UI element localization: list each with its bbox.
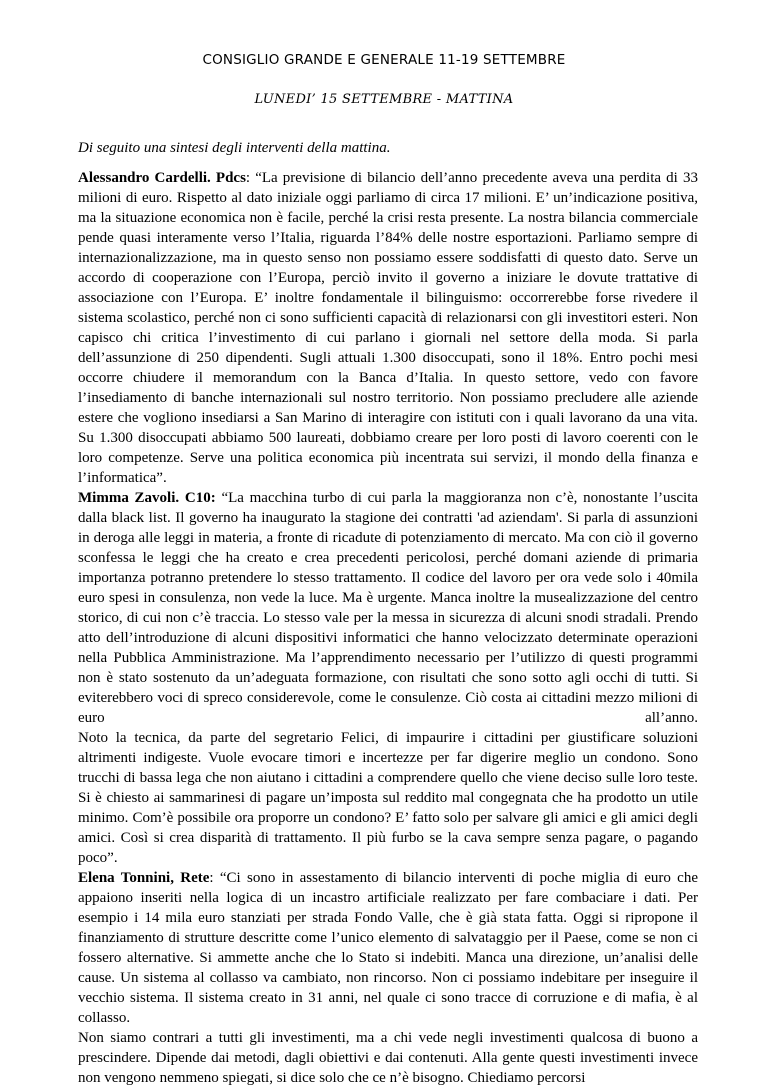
speech-text: “La macchina turbo di cui parla la maggioranza non c’è, nonostante l’uscita dalla black list. Il governo ha inaugurato la stagione dei contratti 'ad aziendam'. Si parla di assunzioni in deroga alle leggi in materia, a fronte di ricadute di potenziamento di mercato. Ma con ciò il governo sconfessa le leggi che ha creato e crea precedenti pericolosi, perché domani aziende di primaria importanza potranno pretendere lo stesso trattamento. Il codice del lavoro per ora vede solo i 40mila euro spesi in consulenza, non vede la luce. Ma è urgente. Manca inoltre la musealizzazione del centro storico, di cui non c’è traccia. Lo stesso vale per la messa in sicurezza di alcuni snodi stradali. Prendo atto dell’introduzione di alcuni dispositivi informatici che hanno velocizzato determinate operazioni nella Pubblica Amministrazione. Ma l’apprendimento necessario per l’utilizzo di questi programmi non è stato sostenuto da un’adeguata formazione, con risultati che sono sotto agli occhi di tutti. Si eviterebbero voci di spreco considerevole, come le consulenze. Ciò costa ai cittadini mezzo milioni di euro all’anno. [78,490,699,726]
speech-text: Non siamo contrari a tutti gli investimenti, ma a chi vede negli investimenti qualcosa di buono a prescindere. Dipende dai metodi, dagli obiettivi e dai contenuti. Alla gente questi investimenti invece non vengono nemmeno spiegati, si dice solo che ce n’è bisogno. Chiediamo percorsi [78,1030,698,1086]
speaker-name: Mimma Zavoli. C10: [78,490,216,506]
intro-text: Di seguito una sintesi degli interventi della mattina. [78,140,391,156]
speeches-body [78,168,698,1088]
speaker-name: Elena Tonnini, Rete [78,870,210,886]
document-title: CONSIGLIO GRANDE E GENERALE 11-19 SETTEMBRE [202,52,566,68]
speech-paragraph [78,728,698,868]
speech-paragraph [78,1028,698,1088]
speaker-name: Alessandro Cardelli. Pdcs [78,170,246,186]
speaker-separator: : [209,870,220,886]
speech-text: “La previsione di bilancio dell’anno precedente aveva una perdita di 33 milioni di euro. Rispetto al dato iniziale oggi parliamo di circa 17 milioni. E’ un’indicazione positiva, ma la situazione economica non è facile, perché la crisi resta presente. La nostra bilancia commerciale pende quasi interamente verso l’Italia, riguarda l’84% delle nostre esportazioni. Parliamo sempre di internazionalizzazione, ma in questo senso non possiamo essere soddisfatti di questo dato. Serve un accordo di cooperazione con l’Europa, perciò invito il governo a iniziare le dovute trattative di associazione con l’Europa. E’ inoltre fondamentale il bilinguismo: occorrerebbe forse rivedere il sistema scolastico, perché non ci sono sufficienti capacità di relazionarsi con gli investitori esteri. Non capisco chi critica l’investimento di cui parlano i giornali nel settore della moda. Si parla dell’assunzione di 250 dipendenti. Sugli attuali 1.300 disoccupati, sono il 18%. Entro pochi mesi occorre chiudere il memorandum con la Banca d’Italia. In questo settore, vedo con favore l’insediamento di banche internazionali sul nostro territorio. Non possiamo precludere alle aziende estere che vogliono insediarsi a San Marino di interagire con istituti con i quali lavorano da una vita. Su 1.300 disoccupati abbiamo 500 laureati, dobbiamo creare per loro posti di lavoro coerenti con le loro competenze. Serve una politica economica più incentrata sui servizi, il mondo della finanza e l’informatica”. [78,170,698,486]
speech-paragraph [78,168,698,488]
speech-text: Noto la tecnica, da parte del segretario Felici, di impaurire i cittadini per giustificare soluzioni altrimenti indigeste. Vuole evocare timori e incertezze per far digerire meglio un condono. Sono trucchi di bassa lega che non aiutano i cittadini a comprendere quello che viene deciso sulle loro teste. Si è chiesto ai sammarinesi di pagare un’imposta sul reddito mal congegnata che ha prodotto un utile minimo. Com’è possibile ora proporre un condono? E’ fatto solo per salvare gli amici e gli amici degli amici. Così si crea disparità di trattamento. Il più furbo se la cava sempre senza pagare, o pagando poco”. [78,730,698,866]
speech-text: “Ci sono in assestamento di bilancio interventi di poche miglia di euro che appaiono inseriti nella logica di un incastro artificiale realizzato per fare combaciare i dati. Per esempio i 14 mila euro stanziati per strada Fondo Valle, che è già stata fatta. Oggi si ripropone il finanziamento di strutture descritte come l’unico elemento di salvataggio per il Paese, come se non ci fossero alternative. Si ammette anche che lo Stato si indebiti. Manca una direzione, un’analisi delle cause. Un sistema al collasso va cambiato, non rincorso. Non ci possiamo indebitare per inseguire il vecchio sistema. Il sistema creato in 31 anni, nel quale ci sono tracce di corruzione e di mafia, è al collasso. [78,870,698,1026]
speech-paragraph [78,868,698,1028]
speaker-separator: : [245,170,256,186]
session-subtitle: LUNEDI’ 15 SETTEMBRE - MATTINA [254,92,514,107]
speech-paragraph [78,488,698,728]
